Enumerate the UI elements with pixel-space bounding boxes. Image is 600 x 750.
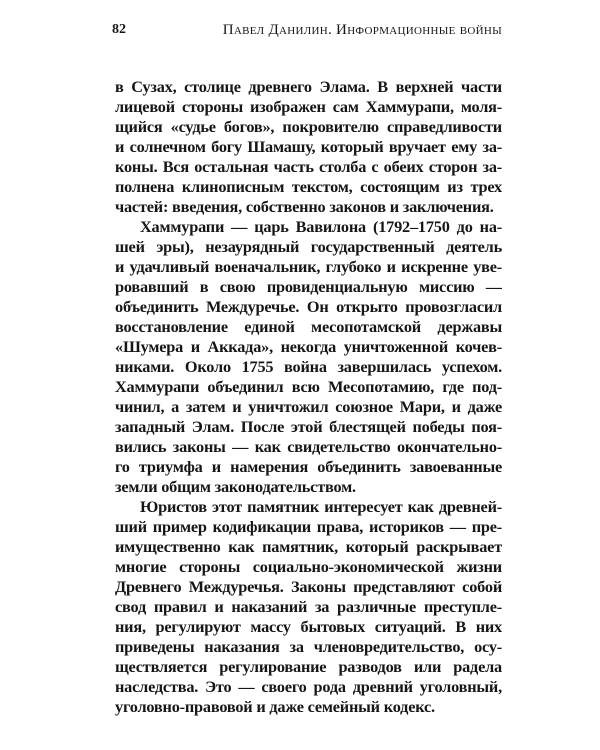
text-line: многие стороны социально-экономической жизни <box>115 557 502 576</box>
text-line: свод правил и наказаний за различные преступле- <box>115 597 502 616</box>
text-line: коны. Вся остальная часть столба с обеих сторон за- <box>115 157 502 176</box>
paragraph <box>115 217 502 497</box>
text-line: объединить Междуречье. Он открыто провозгласил <box>115 297 502 316</box>
text-line: уголовно-правовой и даже семейный кодекс. <box>115 697 435 716</box>
text-line: западный Элам. После этой блестящей победы поя- <box>115 417 502 436</box>
text-line: и солнечном богу Шамашу, который вручает ему за- <box>115 137 502 156</box>
text-line: щийся «судье богов», покровителю справедливости <box>115 117 502 136</box>
text-line: земли общим законодательством. <box>115 477 356 496</box>
text-line: никами. Около 1755 война завершилась успехом. <box>115 357 502 376</box>
body-text <box>115 77 502 717</box>
page-number: 82 <box>112 22 126 37</box>
paragraph <box>115 497 502 717</box>
text-line: и удачливый военачальник, глубоко и искренне уве- <box>115 257 502 276</box>
text-line: Древнего Междуречья. Законы представляют собой <box>115 577 502 596</box>
text-line: ния, регулируют массу бытовых ситуаций. В них <box>115 617 502 636</box>
text-line: чинил, а затем и уничтожил союзное Мари, и даже <box>115 397 502 416</box>
running-header <box>112 22 502 42</box>
text-line: в Сузах, столице древнего Элама. В верхней части <box>115 77 502 96</box>
text-line: Хаммурапи объединил всю Месопотамию, где под- <box>115 377 502 396</box>
text-line: «Шумера и Аккада», некогда уничтоженной кочев- <box>115 337 502 356</box>
text-line: полнена клинописным текстом, состоящим из трех <box>115 177 502 196</box>
text-line: восстановление единой месопотамской державы <box>115 317 502 336</box>
text-line: вились законы — как свидетельство окончательно- <box>115 437 502 456</box>
paragraph <box>115 77 502 217</box>
text-line: го триумфа и намерения объединить завоеванные <box>115 457 502 476</box>
text-line: приведены наказания за членовредительство, осу- <box>115 637 502 656</box>
text-line: наследства. Это — своего рода древний уголовный, <box>115 677 502 696</box>
text-line: Юристов этот памятник интересует как древней- <box>140 497 502 516</box>
text-line: шей эры), незаурядный государственный деятель <box>115 237 502 256</box>
text-line: ществляется регулирование разводов или радела <box>115 657 502 676</box>
text-line: ший пример кодификации права, историков — пре- <box>115 517 502 536</box>
running-title: Павел Данилин. Информационные войны <box>222 22 502 38</box>
text-line: имущественно как памятник, который раскрывает <box>115 537 502 556</box>
text-line: Хаммурапи — царь Вавилона (1792–1750 до на- <box>140 217 502 236</box>
text-line: частей: введения, собственно законов и заключения. <box>115 197 494 216</box>
text-line: лицевой стороны изображен сам Хаммурапи, моля- <box>115 97 502 116</box>
text-line: ровавший в свою провиденциальную миссию — <box>115 277 502 296</box>
